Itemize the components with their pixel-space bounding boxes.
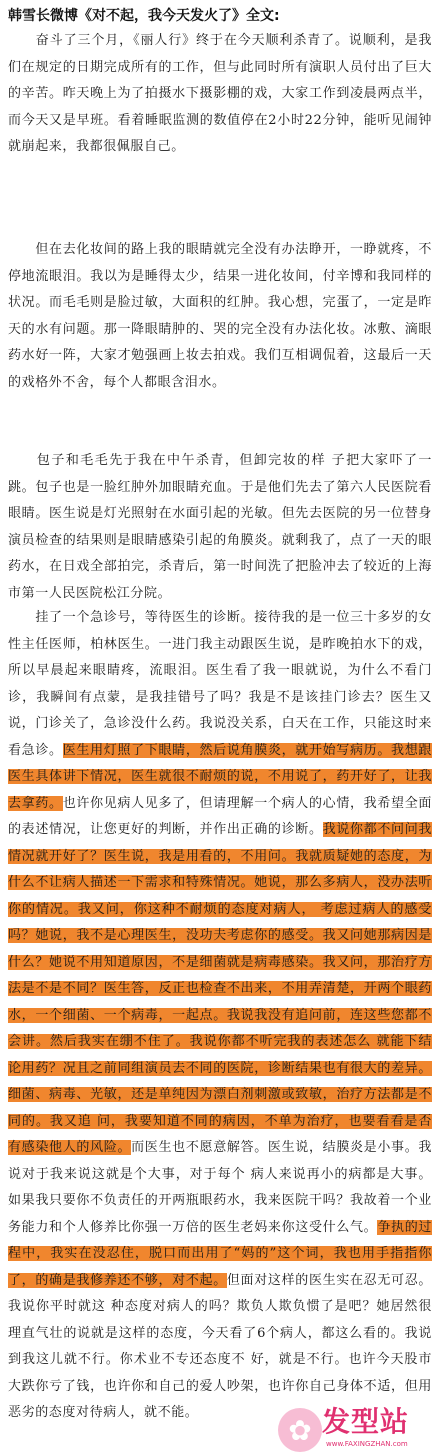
paragraph-4 [8,605,432,1427]
page-title: 韩雪长微博《对不起，我今天发火了》全文: [8,8,280,24]
paragraph-indent [8,33,36,48]
paragraph-text: 挂了一个急诊号，等待医生的诊断。接待我的是一位三十多岁的女性主任医师，柏林医生。一进门我主动跟医生说，是昨晚拍水下的戏，所以早晨起来眼睛疼，流眼泪。医生看了我一眼就说，为什么不看门诊，我瞬间有点蒙，是我挂错号了吗？我是不是该挂门诊去？医生又说，门诊关了，急诊没什么药。我说没关系，白天在工作，只能这时来看急诊。 [8,610,432,758]
paragraph-indent [8,453,37,468]
paragraph-text: 包子和毛毛先于我在中午杀青，但卸完妆的样 子把大家吓了一跳。包子也是一脸红肿外加眼睛充血。于是他们先去了第六人民医院看眼睛。医生说是灯光照射在水面引起的光敏。但先去医院的另一位替身演员检查的结果则是眼睛感染引起的角膜炎。就剩我了，点了一天的眼药水，在日戏全部拍完，杀青后，第一时间洗了把脸冲去了较近的上海市第一人民医院松江分院。 [8,453,432,601]
paragraph-text: 而医生也不愿意解答。医生说，结膜炎是小事。我说对于我来说这就是个大事，对于每个 病人来说再小的病都是大事。如果我只要你不负责任的开两瓶眼药水，我来医院干吗？我故着一个业务能力和个人修养比你强一万倍的医生老妈来你这受什么气。 [8,1140,432,1235]
paragraph-indent [8,610,35,625]
paragraph-3 [8,448,432,607]
watermark-logo [278,1404,436,1452]
highlighted-text: 我说你都不问问我情况就开好了？医生说，我是用看的，不用问。我就质疑她的态度，为什么不让病人描述一下需求和特殊情况。她说，那么多病人，没办法听你的情况。我又问，你这种不耐烦的态度对病人， 考虑过病人的感受吗？她说，我不是心理医生，没功夫考虑你的感受。我又问她那病因是什么？她说不用知道原因，不是细菌就是病毒感染。我又问，那治疗方法是不是不同？医生答，反正也检查不出来，不用弄清楚，开两个眼药水，一个细菌、一个病毒，一起点。我说我没有追问前，连这些您都不会讲。然后我实在绷不住了。我说你都不听完我的表述怎么 就能下结论用药？况且之前同组演员去不同的医院，诊断结果也有很大的差异。细菌、病毒、光敏，还是单纯因为漂白剂刺激或致敏，治疗方法都是不同的。我又追 问，我要知道不同的病因，不单为治疗，也要看看是否有感染他人的风险。 [8,822,432,1155]
paragraph-text: 也许你见病人见多了，但请理解一个病人的心情，我希望全面的表述情况，让您更好的判断，并作出正确的诊断。 [8,795,432,837]
paragraph-text: 奋斗了三个月，《丽人行》终于在今天顺利杀青了。说顺利，是我们在规定的日期完成所有的工作，但与此同时所有演职人员付出了巨大的辛苦。昨天晚上为了拍摄水下摄影棚的戏，大家工作到凌晨两点半，而今天又是早班。看着睡眠监测的数值停在2小时22分钟，能听见闹钟就崩起来，我都很佩服自己。 [8,33,432,154]
paragraph-indent [8,242,35,257]
highlighted-text: 医生用灯照了下眼睛，然后说角膜炎，就开始写病历。我想跟医生具体讲下情况，医生就很不耐烦的说，不用说了，药开好了，让我去拿药。 [8,742,432,811]
paragraph-text: 但在去化妆间的路上我的眼睛就完全没有办法睁开，一睁就疼，不停地流眼泪。我以为是睡得太少，结果一进化妆间，付辛博和我同样的状况。而毛毛则是脸过敏，大面积的红肿。我心想，完蛋了，一定是昨天的水有问题。那一降眼睛肿的、哭的完全没有办法化妆。冰敷、滴眼药水好一阵，大家才勉强画上妆去拍戏。我们互相调侃着，这最后一天的戏格外不舍，每个人都眼含泪水。 [8,242,432,390]
paragraph-2 [8,237,432,396]
paragraph-1 [8,28,432,161]
watermark-url: www.FAXINGZHAN.com [326,1440,408,1448]
paragraph-text: 但面对这样的医生实在忍无可忍。我说你平时就这 种态度对病人的吗？欺负人欺负惯了是吧？她居然很理直气壮的说就是这样的态度，今天看了6个病人，都这么看的。我说到我这儿就不行。你术业不专还态度不 好，就是不行。也许今天股市大跌你亏了钱，也许你和自己的爱人吵架，也许你自己身体不适，但用恶劣的态度对待病人，就不能。 [8,1272,432,1420]
highlighted-text: 争执的过程中，我实在没忍住，脱口而出用了“妈的”这个词，我也用手指指你了，的确是我修养还不够，对不起。 [8,1219,432,1288]
watermark-text: 发型站 [322,1405,410,1438]
flower-icon: ✿ [278,1408,322,1452]
